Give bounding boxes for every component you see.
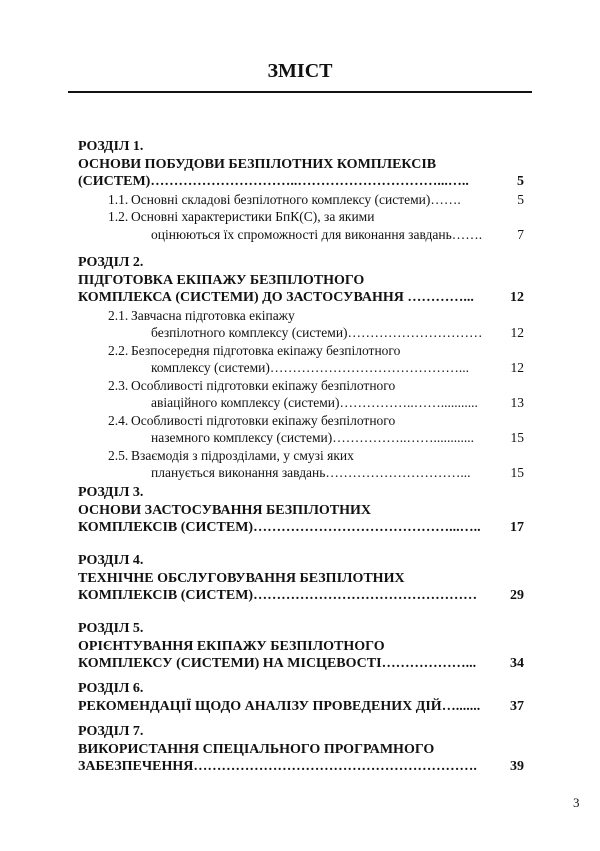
toc-subsection [78,307,528,342]
subsection-number: 2.3. [108,377,129,393]
section-text: ОСНОВИ ПОБУДОВИ БЕЗПІЛОТНИХ КОМПЛЕКСІВ [78,156,437,172]
subsection-text: Взаємодія з підрозділами, у смузі яких [131,447,354,463]
section-title-line [78,156,528,174]
section-title-line [78,272,528,290]
toc-subsection [78,412,528,447]
subsection-text: планується виконання завдань…………………………... [151,465,471,480]
section-page-number: 12 [510,290,524,305]
section-text: КОМПЛЕКСУ (СИСТЕМИ) НА МІСЦЕВОСТІ………………... [78,656,477,671]
toc-subsection [78,377,528,412]
section-title-line [78,502,528,520]
section-text: РОЗДІЛ 4. [78,553,144,568]
subsection-page-number: 13 [510,395,524,410]
subsection-page-number: 15 [510,430,524,445]
section-title-line [78,655,528,673]
subsection-number: 1.2. [108,209,129,224]
subsection-number: 2.2. [108,342,129,358]
section-text: ПІДГОТОВКА ЕКІПАЖУ БЕЗПІЛОТНОГО [78,272,365,288]
section-title-line [78,289,528,307]
section-title-line [78,173,528,191]
subsection-text: Особливості підготовки екіпажу безпілотного [131,412,396,428]
section-text: РОЗДІЛ 3. [78,485,144,500]
section-page-number: 29 [510,588,524,603]
toc-subsection [78,208,528,243]
subsection-page-number: 7 [517,226,524,242]
section-title-line [78,587,528,605]
subsection-page-number: 12 [510,325,524,340]
section-text: (СИСТЕМ)…………………………..…………………………...….. [78,174,469,189]
section-text: РОЗДІЛ 6. [78,681,144,696]
subsection-text: Завчасна підготовка екіпажу [131,307,295,323]
subsection-text: Особливості підготовки екіпажу безпілотного [131,377,396,393]
section-label [78,723,528,741]
subsection-text: оцінюються їх спроможності для виконання завдань……. [151,226,483,242]
section-text: ОСНОВИ ЗАСТОСУВАННЯ БЕЗПІЛОТНИХ [78,502,372,518]
subsection-text: Безпосередня підготовка екіпажу безпілотного [131,342,401,358]
subsection-number: 1.1. [108,191,129,207]
subsection-number: 2.5. [108,447,129,463]
title-divider [68,91,532,93]
section-title-line [78,698,528,716]
section-label [78,138,528,156]
section-page-number: 5 [517,174,524,189]
subsection-text: Основні складові безпілотного комплексу (системи)……. [131,191,461,207]
section-text: РОЗДІЛ 1. [78,139,144,154]
toc-subsection [78,447,528,482]
section-title-line [78,638,528,656]
section-label [78,254,528,272]
section-text: ОРІЄНТУВАННЯ ЕКІПАЖУ БЕЗПІЛОТНОГО [78,638,385,654]
subsection-text: Основні характеристики БпК(С), за якими [131,209,375,224]
toc-section [78,138,528,243]
section-text: РЕКОМЕНДАЦІЇ ЩОДО АНАЛІЗУ ПРОВЕДЕНИХ ДІЙ…....... [78,698,481,714]
section-title-line [78,519,528,537]
section-text: КОМПЛЕКСІВ (СИСТЕМ)……………………………………...….. [78,520,481,535]
subsection-text: наземного комплексу (системи)……………..……............ [151,430,475,445]
toc-section [78,680,528,715]
section-label [78,552,528,570]
section-page-number: 34 [510,656,524,671]
section-page-number: 37 [510,698,524,714]
section-text: РОЗДІЛ 2. [78,255,144,270]
section-text: КОМПЛЕКСА (СИСТЕМИ) ДО ЗАСТОСУВАННЯ …………... [78,290,474,305]
toc-section [78,552,528,605]
section-page-number: 39 [510,759,524,774]
subsection-text: авіаційного комплексу (системи)……………..……........... [151,395,478,410]
toc-section [78,723,528,776]
subsection-page-number: 12 [510,360,524,375]
section-text: РОЗДІЛ 7. [78,724,144,739]
section-title-line [78,741,528,759]
toc-section [78,620,528,673]
subsection-page-number: 15 [510,465,524,480]
toc-section [78,484,528,537]
section-text: РОЗДІЛ 5. [78,621,144,636]
subsection-page-number: 5 [517,191,524,207]
section-page-number: 17 [510,520,524,535]
section-text: КОМПЛЕКСІВ (СИСТЕМ)………………………………………… [78,588,478,603]
toc-section [78,254,528,482]
section-text: ЗАБЕЗПЕЧЕННЯ……………………………………………………. [78,759,477,774]
subsection-text: комплексу (системи)……………………………………... [151,360,470,375]
subsection-number: 2.4. [108,412,129,428]
page-number: 3 [573,795,580,810]
toc-subsection [78,342,528,377]
page-title: ЗМІСТ [267,60,333,82]
subsection-number: 2.1. [108,307,129,323]
section-label [78,484,528,502]
section-title-line [78,758,528,776]
section-text: ВИКОРИСТАННЯ СПЕЦІАЛЬНОГО ПРОГРАМНОГО [78,741,435,757]
section-label [78,620,528,638]
section-text: ТЕХНІЧНЕ ОБСЛУГОВУВАННЯ БЕЗПІЛОТНИХ [78,570,405,586]
section-label [78,680,528,698]
toc-subsection [78,191,528,209]
subsection-text: безпілотного комплексу (системи)………………………… [151,325,483,340]
section-title-line [78,570,528,588]
